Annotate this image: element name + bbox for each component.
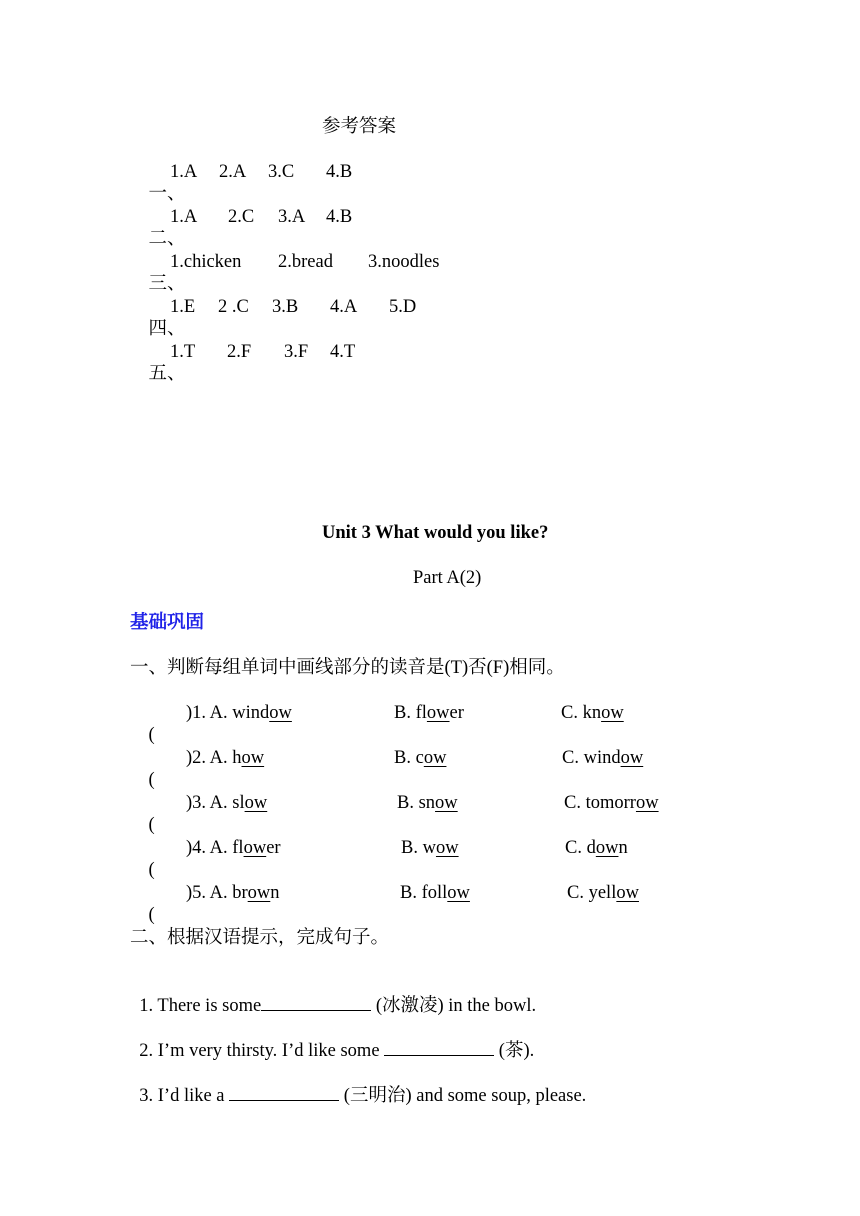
fill-sentence-1: [130, 972, 536, 1017]
answer-item: 4.T: [330, 342, 356, 362]
answer-item: 2.bread: [278, 252, 333, 272]
option-b: B. follow: [400, 883, 470, 903]
answer-item: 1.A: [170, 207, 198, 227]
exercise1-instruction: 一、判断每组单词中画线部分的读音是(T)否(F)相同。: [130, 658, 565, 678]
answer-paren: (: [148, 905, 155, 925]
fill-sentence-3: [130, 1062, 586, 1107]
answer-item: 3.noodles: [368, 252, 440, 272]
option-a: )1. A. window: [186, 703, 292, 723]
answer-paren: (: [148, 860, 155, 880]
sentence-hint: (三明治) and some soup, please.: [339, 1086, 587, 1106]
answer-item: 2.C: [228, 207, 255, 227]
answer-item: 1.E: [170, 297, 196, 317]
answer-item: 4.A: [330, 297, 358, 317]
option-c: C. window: [562, 748, 644, 768]
answer-item: 4.B: [326, 162, 353, 182]
answer-item: 1.A: [170, 162, 198, 182]
answer-blank[interactable]: [261, 994, 371, 1011]
answers-title: 参考答案: [322, 117, 397, 137]
answer-line-5: [130, 341, 356, 407]
answer-item: 2.A: [219, 162, 247, 182]
answer-item: 2 .C: [218, 297, 249, 317]
sentence-hint: (冰激凌) in the bowl.: [371, 996, 537, 1016]
answer-item: 3.B: [272, 297, 299, 317]
option-b: B. wow: [401, 838, 459, 858]
option-c: C. yellow: [567, 883, 639, 903]
answer-item: 3.A: [278, 207, 306, 227]
sentence-hint: (茶).: [494, 1041, 535, 1061]
answer-prefix: 一、: [148, 184, 186, 204]
fill-sentence-2: [130, 1017, 534, 1062]
option-b: B. flower: [394, 703, 464, 723]
answer-item: 1.T: [170, 342, 196, 362]
answer-paren: (: [148, 815, 155, 835]
answer-blank[interactable]: [384, 1039, 494, 1056]
answer-prefix: 三、: [148, 274, 186, 294]
answer-prefix: 二、: [148, 229, 186, 249]
option-c: C. know: [561, 703, 624, 723]
sentence-text: 2. I’m very thirsty. I’d like some: [139, 1041, 385, 1061]
option-b: B. snow: [397, 793, 458, 813]
answer-paren: (: [148, 770, 155, 790]
option-b: B. cow: [394, 748, 447, 768]
answer-item: 3.C: [268, 162, 295, 182]
answer-item: 2.F: [227, 342, 252, 362]
answer-blank[interactable]: [229, 1084, 339, 1101]
option-c: C. tomorrow: [564, 793, 659, 813]
part-title: Part A(2): [413, 568, 482, 588]
answer-item: 1.chicken: [170, 252, 242, 272]
option-a: )4. A. flower: [186, 838, 281, 858]
option-a: )2. A. how: [186, 748, 265, 768]
answer-prefix: 五、: [148, 364, 186, 384]
answer-paren: (: [148, 725, 155, 745]
sentence-text: 3. I’d like a: [139, 1086, 230, 1106]
unit-title: Unit 3 What would you like?: [322, 523, 549, 543]
option-c: C. down: [565, 838, 628, 858]
option-a: )3. A. slow: [186, 793, 268, 813]
answer-item: 5.D: [389, 297, 417, 317]
section-label: 基础巩固: [130, 613, 205, 633]
answer-prefix: 四、: [148, 319, 186, 339]
answer-item: 4.B: [326, 207, 353, 227]
sentence-text: 1. There is some: [139, 996, 262, 1016]
answer-item: 3.F: [284, 342, 309, 362]
option-a: )5. A. brown: [186, 883, 280, 903]
exercise2-instruction: 二、根据汉语提示，完成句子。: [130, 928, 390, 948]
